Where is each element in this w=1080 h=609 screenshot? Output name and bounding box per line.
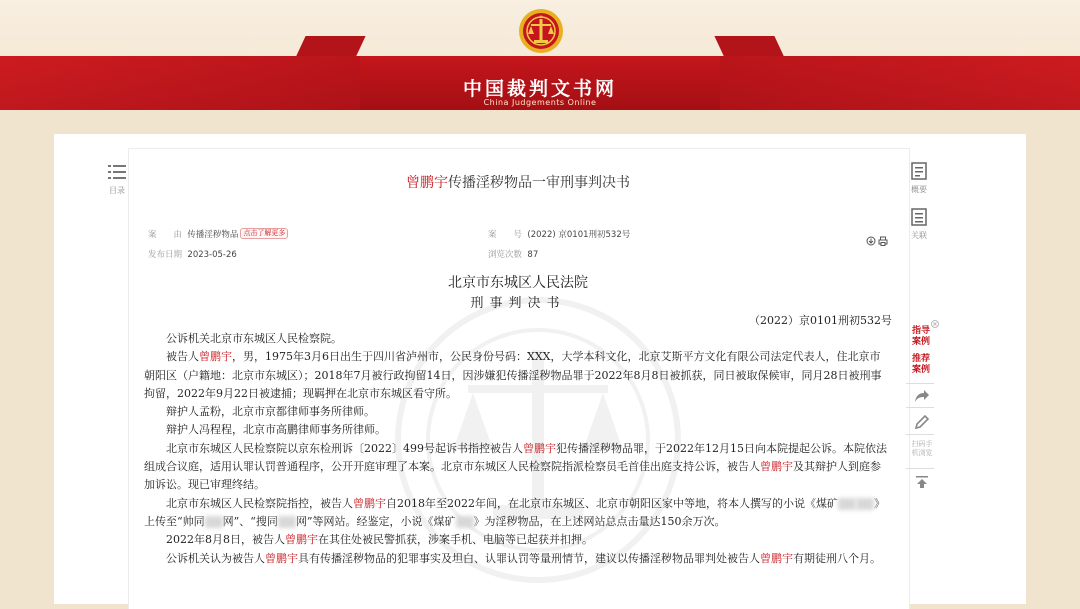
- view-count-value: 87: [527, 250, 539, 260]
- tool-divider: [906, 407, 934, 408]
- close-icon[interactable]: [931, 320, 939, 328]
- view-count-key: 浏览次数: [488, 250, 523, 260]
- defendant-name[interactable]: 曾鹏宇: [523, 441, 556, 455]
- court-name: 北京市东城区人民法院: [448, 275, 588, 291]
- paragraph: 辩护人冯程程，北京市高鹏律师事务所律师。: [166, 423, 386, 437]
- redacted-blur: [278, 516, 296, 528]
- tool-divider: [906, 434, 934, 435]
- publish-date: [148, 248, 237, 260]
- case-reason-key: 案 由: [148, 230, 183, 240]
- back-to-top-icon: [915, 475, 929, 489]
- qr-label: 扫码手机浏览: [911, 440, 933, 457]
- paragraph: 2022年8月8日，被告人曾鹏宇在其住处被民警抓获，涉案手机、电脑等已起获并扣押。: [166, 533, 593, 547]
- view-count: [488, 248, 538, 260]
- case-title-text: 传播淫秽物品一审刑事判决书: [448, 175, 630, 191]
- site-title[interactable]: 中国裁判文书网: [462, 78, 617, 100]
- guide-cases-link[interactable]: 指导案例: [911, 326, 930, 347]
- related-button[interactable]: [908, 208, 930, 241]
- document-actions: [866, 236, 890, 249]
- defendant-name[interactable]: 曾鹏宇: [406, 175, 448, 191]
- case-number-value: (2022) 京0101刑初532号: [527, 230, 631, 240]
- document-number: （2022）京0101刑初532号: [749, 314, 892, 327]
- redacted-blur: [838, 498, 856, 510]
- redacted-blur: [205, 516, 223, 528]
- summary-label: 概要: [911, 185, 927, 194]
- learn-more-tag[interactable]: 点击了解更多: [240, 228, 288, 239]
- redacted-blur: [856, 498, 874, 510]
- paragraph: 公诉机关北京市东城区人民检察院。: [166, 332, 342, 345]
- paragraph: 被告人曾鹏宇，男，1975年3月6日出生于四川省泸州市，公民身份号码：XXX，大学本科文化，北京艾斯平方文化有限公司法定代表人，住北京市朝阳区（户籍地：北京市东城区）；2018年7月被行政拘留14日，因涉嫌犯传播淫秽物品罪于2022年8月8日被抓获，同日被取保候审，同月28日被刑事拘留，2022年9月22日被逮捕；现羁押在北京市东城区看守所。: [144, 350, 882, 400]
- paragraph: 辩护人孟粉，北京市京都律师事务所律师。: [166, 405, 375, 419]
- qr-scan-button[interactable]: [909, 440, 935, 458]
- publish-date-value: 2023-05-26: [187, 250, 237, 260]
- document-icon: [911, 162, 927, 180]
- tool-divider: [906, 468, 934, 469]
- defendant-name[interactable]: 曾鹏宇: [353, 496, 386, 510]
- case-number-key: 案 号: [488, 230, 523, 240]
- edit-button[interactable]: [909, 414, 935, 434]
- related-label: 关联: [911, 231, 927, 240]
- tool-divider: [906, 383, 934, 384]
- case-number: [488, 228, 630, 240]
- share-button[interactable]: [909, 388, 935, 407]
- paragraph: 公诉机关认为被告人曾鹏宇具有传播淫秽物品的犯罪事实及坦白、认罪认罚等量刑情节，建议以传播淫秽物品罪判处被告人曾鹏宇有期徒刑八个月。: [166, 551, 881, 565]
- case-title: [128, 172, 908, 192]
- court-emblem-icon: [518, 6, 564, 56]
- paragraph: 北京市东城区人民检察院以京东检刑诉〔2022〕499号起诉书指控被告人曾鹏宇犯传播淫秽物品罪，于2022年12月15日向本院提起公诉。本院依法组成合议庭，适用认罪认罚普通程序，公开开庭审理了本案。北京市东城区人民检察院指派检察员毛首佳出庭支持公诉，被告人曾鹏宇及其辩护人到庭参加诉讼。现已审理终结。: [144, 441, 887, 492]
- download-icon[interactable]: [866, 236, 876, 249]
- share-icon: [914, 389, 930, 403]
- related-doc-icon: [911, 208, 927, 226]
- case-reason-value: 传播淫秽物品: [187, 230, 239, 240]
- print-icon[interactable]: [878, 236, 888, 249]
- recommend-cases-link[interactable]: 推荐案例: [911, 354, 930, 375]
- defendant-name[interactable]: 曾鹏宇: [265, 551, 298, 565]
- defendant-name[interactable]: 曾鹏宇: [285, 533, 318, 547]
- back-to-top-button[interactable]: [909, 474, 935, 493]
- defendant-name[interactable]: 曾鹏宇: [199, 350, 232, 364]
- summary-button[interactable]: [908, 162, 930, 195]
- list-icon: [108, 164, 126, 180]
- paragraph: 北京市东城区人民检察院指控，被告人曾鹏宇自2018年至2022年间，在北京市东城区、北京市朝阳区家中等地，将本人撰写的小说《煤矿 》上传至“帅同 网”、“搜同 网”等网站。经鉴定，小说《煤矿 》为淫秽物品，在上述网站总点击量达150余万次。: [144, 496, 885, 528]
- toc-label: 目录: [109, 186, 125, 195]
- publish-date-key: 发布日期: [148, 250, 183, 260]
- defendant-name[interactable]: 曾鹏宇: [760, 460, 793, 474]
- judgment-body: [144, 330, 890, 568]
- redacted-blur: [456, 516, 474, 528]
- toc-button[interactable]: [103, 164, 131, 196]
- pencil-icon: [914, 414, 930, 430]
- document-type: 刑事判决书: [470, 296, 566, 311]
- site-subtitle: China Judgements Online: [483, 98, 597, 107]
- defendant-name[interactable]: 曾鹏宇: [760, 551, 793, 565]
- case-reason: [148, 228, 288, 240]
